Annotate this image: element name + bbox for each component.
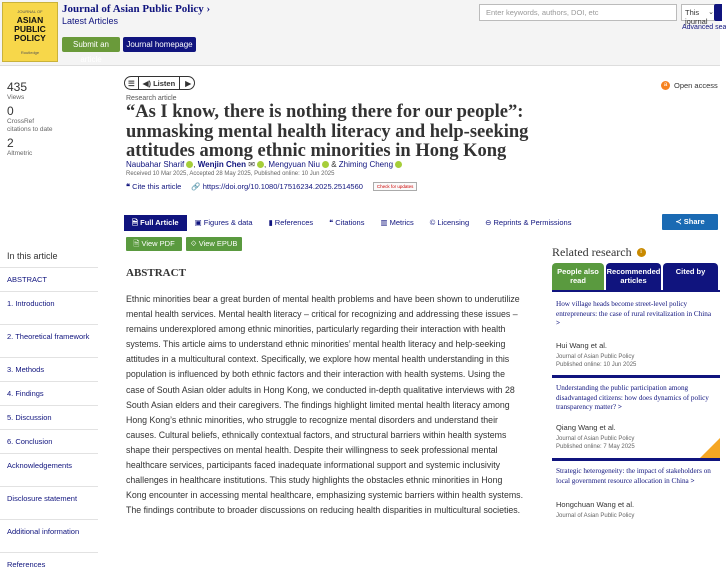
tab-figures-data[interactable] <box>187 215 261 231</box>
related-card-author: Hui Wang et al. <box>556 340 607 350</box>
book-icon: ▮ <box>268 218 275 227</box>
nav-item[interactable]: 5. Discussion <box>0 405 98 429</box>
related-card-journal: Journal of Asian Public Policy <box>556 513 635 519</box>
related-card-author: Hongchuan Wang et al. <box>556 500 635 509</box>
tab-cited-by[interactable]: Cited by <box>663 263 718 290</box>
view-epub-button[interactable] <box>186 237 242 251</box>
article-dates: Received 10 Mar 2025, Accepted 28 May 2025, Published online: 10 Jun 2025 <box>126 171 335 177</box>
altmetric-label: Altmetric <box>7 150 33 157</box>
crossref-label: CrossRef citations to date <box>7 118 53 133</box>
related-research-label: Related research <box>552 245 632 259</box>
tab-label: Reprints & Permissions <box>493 218 572 227</box>
related-card-title[interactable]: How village heads become street-level policy entrepreneurs: the case of rural revitalization in China > <box>556 300 712 327</box>
listen-player[interactable] <box>124 76 195 90</box>
related-card[interactable] <box>552 294 720 369</box>
epub-icon: ⟐ <box>190 239 197 248</box>
views-count: 435 <box>7 80 28 94</box>
related-card-title[interactable]: Strategic heterogeneity: the impact of stakeholders on local government resource allocation in China > <box>556 467 711 485</box>
related-card-title-text: How village heads become street-level policy entrepreneurs: the case of rural revitalization in China <box>556 300 712 318</box>
speaker-icon: ◀) <box>142 78 151 88</box>
journal-title-link[interactable]: Journal of Asian Public Policy › <box>62 3 211 15</box>
article-type: Research article <box>126 95 177 102</box>
nav-item[interactable]: Additional information <box>0 519 98 543</box>
nav-item[interactable]: 3. Methods <box>0 357 98 381</box>
chevron-down-icon: ⌄ <box>708 9 714 16</box>
search-scope-select[interactable] <box>681 4 717 26</box>
related-card-title-text: Understanding the public participation among disadvantaged citizens: how does dynamics of policy transparency matter? <box>556 384 709 411</box>
tab-full-article[interactable] <box>124 215 187 231</box>
tab-label: Full Article <box>140 218 179 227</box>
share-button[interactable] <box>662 214 718 230</box>
orcid-icon[interactable] <box>395 161 402 168</box>
article-tab-bar <box>124 215 579 231</box>
related-card-author: Qiang Wang et al. <box>556 422 616 432</box>
tab-label: References <box>274 218 314 227</box>
author-list <box>126 160 402 169</box>
tab-recommended-articles[interactable]: Recommended articles <box>606 263 661 290</box>
tab-licensing[interactable] <box>422 215 477 231</box>
search-submit-button[interactable] <box>714 4 722 21</box>
article-title: “As I know, there is nothing there for our people”: unmasking mental health literacy and help-seeking attitudes among ethnic minorities in Hong Kong <box>126 102 529 161</box>
author-separator: , <box>193 160 198 169</box>
tab-label: Figures & data <box>203 218 253 227</box>
author-link[interactable]: Zhiming Cheng <box>338 160 394 169</box>
related-research-heading <box>552 245 646 260</box>
cover-title-text: ASIAN PUBLIC POLICY <box>14 15 46 43</box>
tab-citations[interactable] <box>321 215 372 231</box>
image-icon: ▣ <box>194 218 204 227</box>
quote-icon: ❝ <box>329 218 336 227</box>
abstract-heading: ABSTRACT <box>126 267 186 279</box>
listen-label: Listen <box>153 78 176 88</box>
latest-articles-link[interactable]: Latest Articles <box>62 16 119 26</box>
article-nav <box>0 267 98 569</box>
advanced-search-link[interactable]: Advanced sea <box>682 24 726 31</box>
nav-item[interactable]: 6. Conclusion <box>0 429 98 453</box>
doi-text: https://doi.org/10.1080/17516234.2025.2514560 <box>202 182 363 191</box>
author-link[interactable]: Wenjin Chen <box>197 160 247 169</box>
share-label: Share <box>683 217 705 226</box>
citation-bar <box>126 182 417 191</box>
related-card-title[interactable]: Understanding the public participation among disadvantaged citizens: how does dynamics of policy transparency matter? > <box>556 384 709 411</box>
nav-item[interactable]: 4. Findings <box>0 381 98 405</box>
tab-label: Licensing <box>437 218 470 227</box>
open-access-icon: a <box>661 81 670 90</box>
link-icon: 🔗 <box>191 182 201 191</box>
check-for-updates-button[interactable]: Check for updates <box>373 182 418 191</box>
related-card-date: Published online: 10 Jun 2025 <box>556 361 637 368</box>
abstract-text: Ethnic minorities bear a great burden of mental health problems and have been shown to underutilize mental health services. Mental health literacy – critical for recognizing and addressing these issues – remains underexplored among ethnic minorities, particularly regarding their interaction with health systems. This article aims to understand ethnic minorities’ mental health literacy and help-seeking attitudes in a multicultural context. Specifically, we explore how mental health understanding in this population is influenced by both ethnic factors and their interaction with health systems. Using the case of South Asian older adults in Hong Kong, we conducted in-depth qualitative interviews with 28 South Asian elders and their caregivers. The findings highlight limited mental health literacy among Hong Kong’s ethnic minorities, who struggle to recognize mental disorders and understand their causes. Cultural beliefs, ethnically contextual factors, and structural barriers within health systems shape their perspectives on mental health. Despite their willingness to seek professional mental healthcare services, participants faced inadequate informational support and systemic inclusivity challenges in healthcare institutions. This study highlights the obstacles ethnic minorities in Hong Kong encounter in accessing mental healthcare, emphasizing systemic barriers within health systems. The findings contribute to broader discussions on reducing health disparities in multicultural societies. <box>126 294 524 516</box>
menu-icon[interactable]: ☰ <box>125 77 139 89</box>
related-card-date: Published online: 7 May 2025 <box>556 443 635 450</box>
related-card[interactable] <box>552 375 720 451</box>
document-icon: 🗎 <box>132 218 141 227</box>
submit-article-button[interactable]: Submit an article <box>62 37 120 52</box>
open-access-corner-icon <box>700 438 720 458</box>
journal-cover-image[interactable] <box>2 2 58 62</box>
open-access-badge <box>661 81 718 90</box>
open-access-label: Open access <box>674 81 718 90</box>
lock-icon: ⊖ <box>485 218 494 227</box>
author-separator: , <box>263 160 269 169</box>
nav-item[interactable]: ABSTRACT <box>0 267 98 291</box>
tab-metrics[interactable] <box>372 215 421 231</box>
nav-item[interactable]: Disclosure statement <box>0 486 98 510</box>
quote-icon: ❝ <box>126 182 131 191</box>
bar-chart-icon: ▥ <box>380 218 390 227</box>
share-icon: ≺ <box>675 217 682 226</box>
orcid-icon[interactable] <box>257 161 264 168</box>
nav-item[interactable]: 2. Theoretical framework <box>0 324 98 348</box>
view-pdf-button[interactable] <box>126 237 182 251</box>
related-card-title-text: Strategic heterogeneity: the impact of stakeholders on local government resource allocation in China <box>556 467 711 485</box>
view-pdf-label: View PDF <box>141 239 175 248</box>
play-icon[interactable]: ▶ <box>185 78 191 88</box>
views-label: Views <box>7 94 25 101</box>
cite-label: Cite this article <box>132 182 182 191</box>
journal-homepage-button[interactable]: Journal homepage <box>123 37 196 52</box>
related-card-journal: Journal of Asian Public Policy <box>556 435 635 442</box>
tab-people-also-read[interactable]: People also read <box>552 263 604 290</box>
cover-publisher-text: Routledge <box>20 50 40 55</box>
tab-references[interactable] <box>261 215 322 231</box>
listen-button[interactable] <box>139 77 180 89</box>
nav-item[interactable]: Acknowledgements <box>0 453 98 477</box>
in-this-article-heading: In this article <box>7 251 58 261</box>
related-card[interactable] <box>552 458 720 520</box>
author-link[interactable]: Mengyuan Niu <box>268 160 320 169</box>
doi-link[interactable] <box>191 182 363 191</box>
copyright-icon: © <box>429 218 438 227</box>
crossref-count: 0 <box>7 104 14 118</box>
tab-reprints-permissions[interactable] <box>477 215 579 231</box>
nav-item[interactable]: 1. Introduction <box>0 291 98 315</box>
nav-item[interactable]: References <box>0 552 98 576</box>
orcid-icon[interactable] <box>322 161 329 168</box>
email-icon[interactable]: ✉ <box>246 160 255 169</box>
info-icon[interactable]: i <box>637 248 646 257</box>
related-tab-underline <box>552 290 720 292</box>
article-metrics <box>7 80 67 158</box>
pdf-icon: 🗎 <box>133 239 140 248</box>
search-scope-value: This journal <box>685 8 708 26</box>
search-input[interactable]: Enter keywords, authors, DOI, etc <box>479 4 677 21</box>
author-link[interactable]: Naubahar Sharif <box>126 160 185 169</box>
tab-label: Metrics <box>389 218 414 227</box>
related-card-journal: Journal of Asian Public Policy <box>556 353 635 360</box>
view-epub-label: View EPUB <box>198 239 238 248</box>
altmetric-count[interactable]: 2 <box>7 136 14 150</box>
cite-article-link[interactable] <box>126 182 181 191</box>
author-separator: & <box>329 160 339 169</box>
cover-top-text: JOURNAL OF <box>17 9 43 14</box>
tab-label: Citations <box>335 218 365 227</box>
